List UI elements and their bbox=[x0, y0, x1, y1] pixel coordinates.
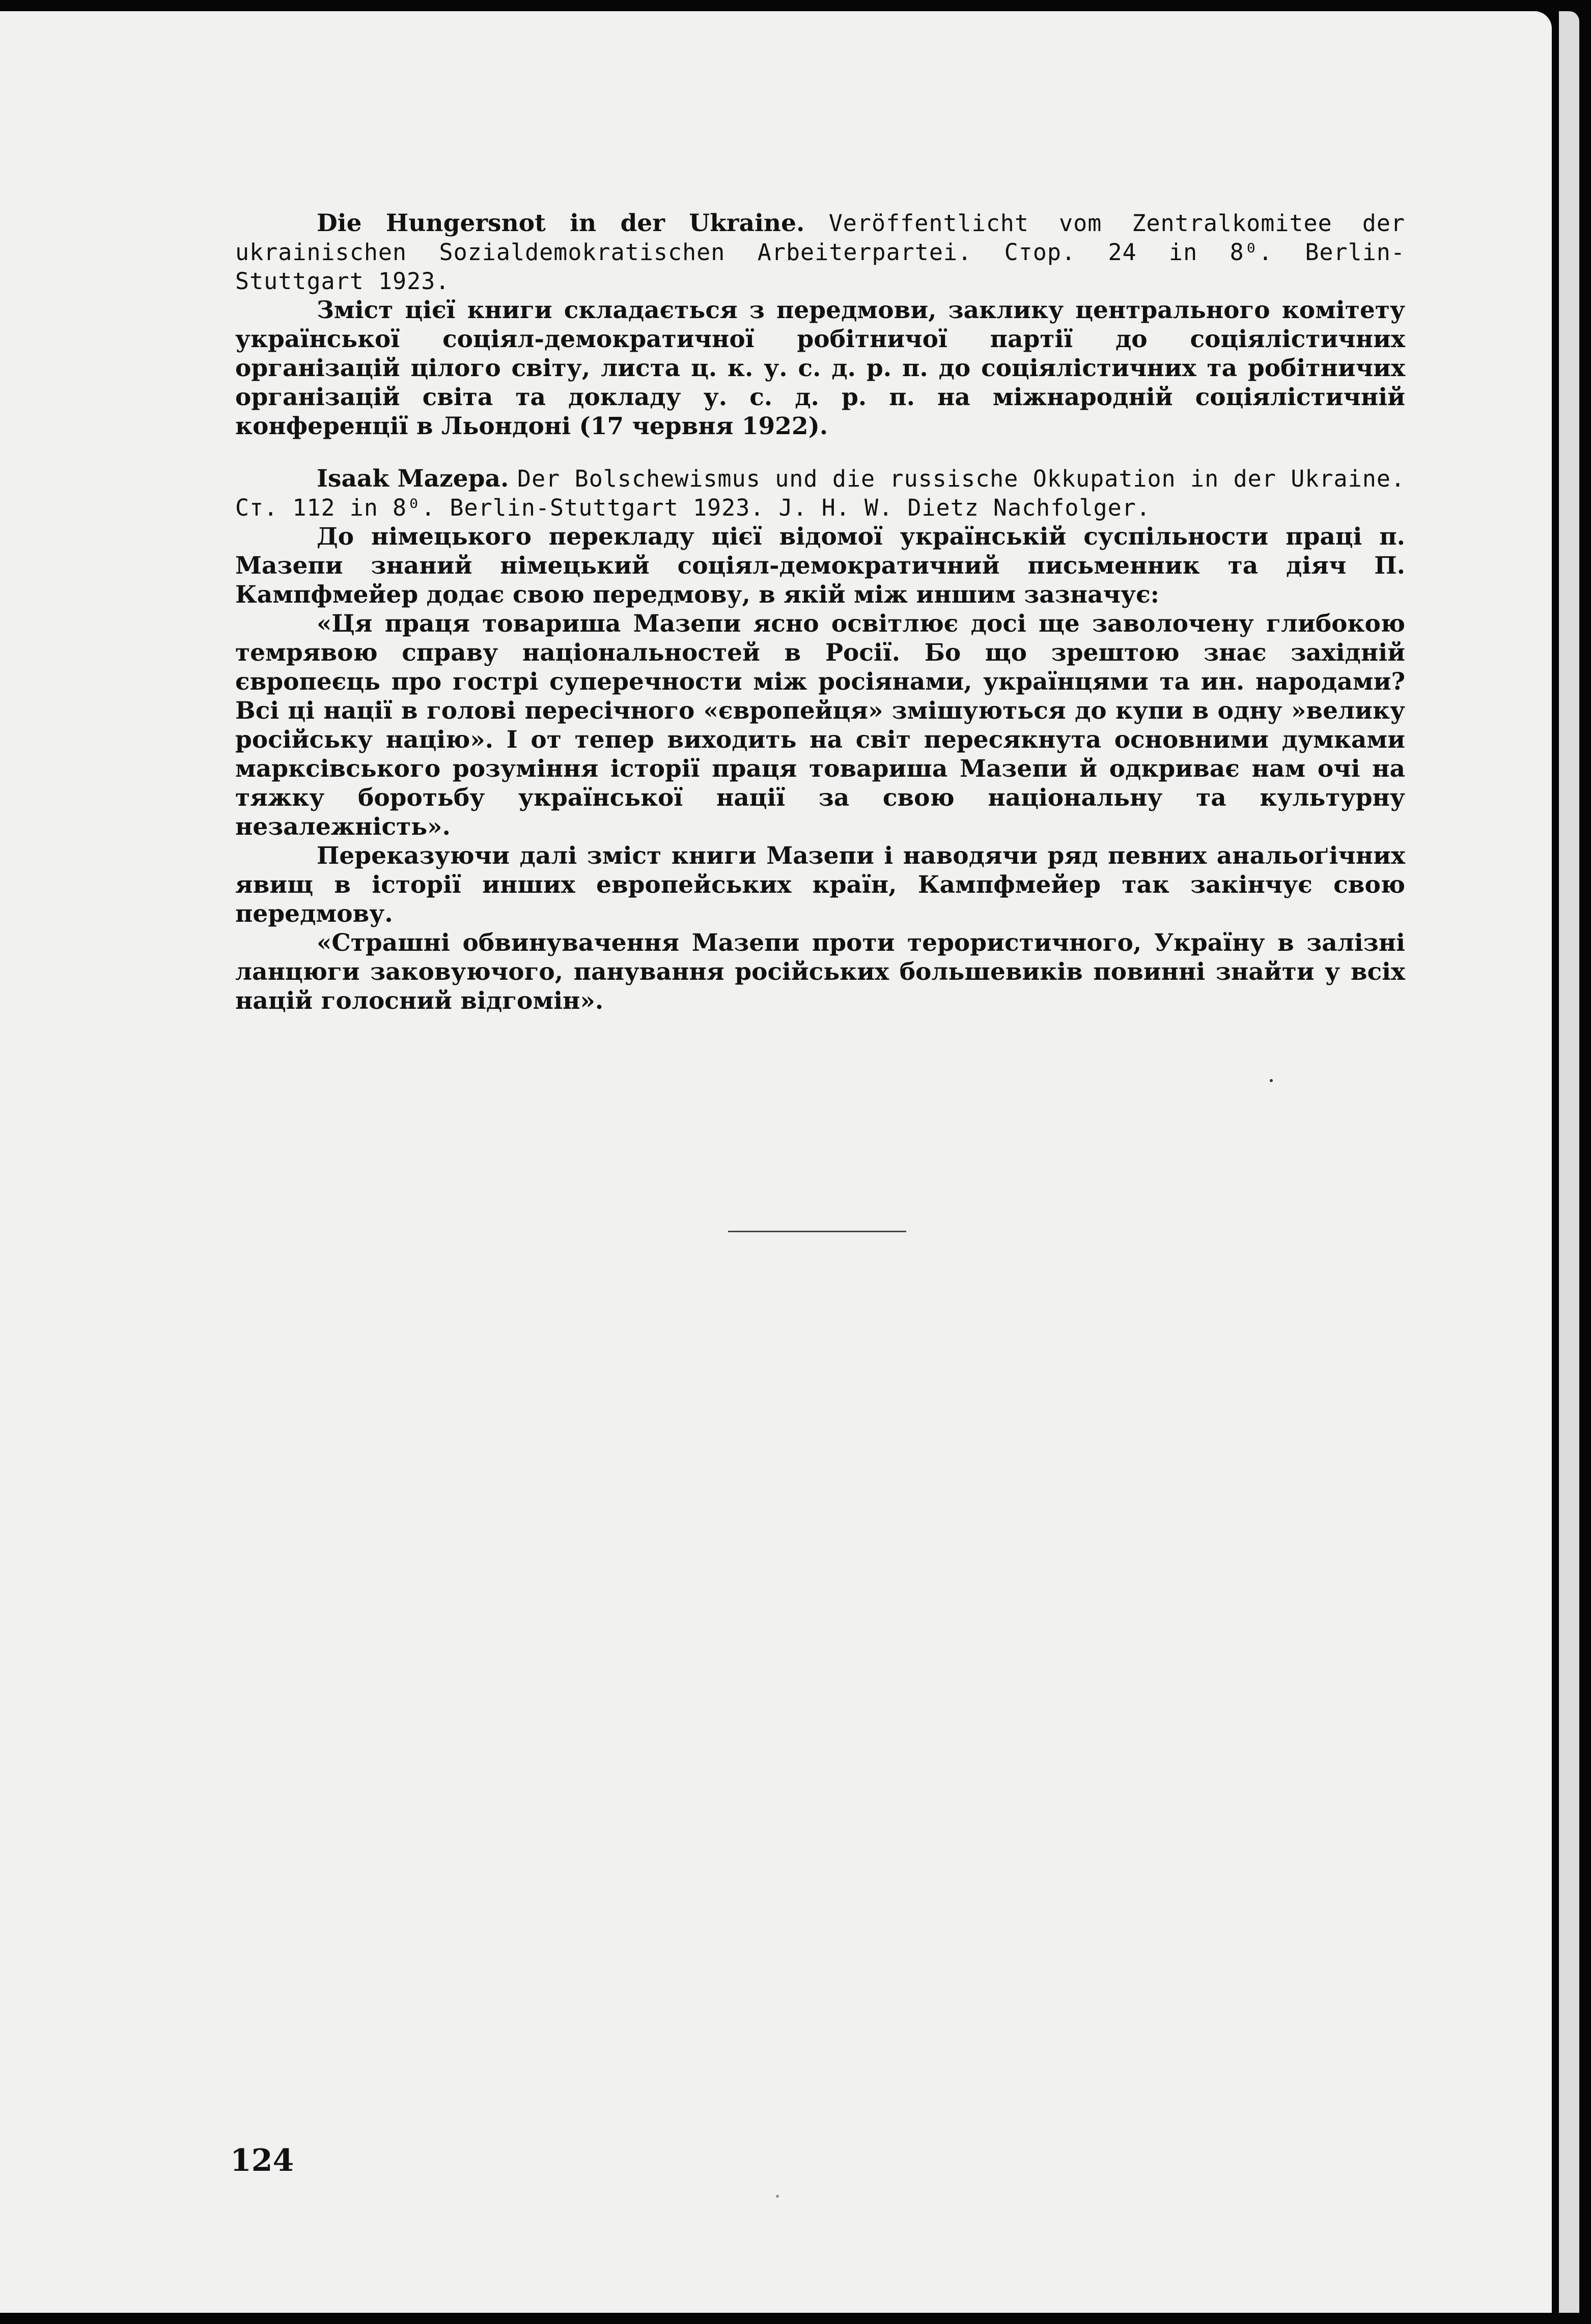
entry-paragraph: Переказуючи далі зміст книги Мазепи і наводячи ряд певних анальоґічних явищ в історії инших европейських країн, Кампфмейер так закінчує свою передмову. bbox=[235, 842, 1405, 928]
page-number: 124 bbox=[230, 2143, 294, 2178]
entry-citation: Der Bolschewismus und die russische Okkupation in der Ukraine. Ст. 112 in 8⁰. Berlin-Stuttgart 1923. J. H. W. Dietz Nachfolger. bbox=[235, 465, 1405, 521]
paper-sheet bbox=[0, 11, 1552, 2313]
entry-paragraph: «Ця праця товариша Мазепи ясно освітлює досі ще заволочену глибокою темрявою справу національностей в Росії. Бо що зрештою знає західній європеєць про гострі суперечности між росіянами, українцями та ин. народами? Всі ці нації в голові пересічного «європейця» змішуються до купи в одну »велику російську націю». І от тепер виходить на світ пересякнута основними думками марксівського розуміння історії праця товариша Мазепи й одкриває нам очі на тяжку боротьбу української нації за свою національну та культурну незалежність». bbox=[235, 610, 1405, 841]
entry-paragraph: До німецького перекладу цієї відомої українській суспільности праці п. Мазепи знаний німецький соціял-демократичний письменник та діяч П. Кампфмейер додає свою передмову, в якій між иншим зазначує: bbox=[235, 523, 1405, 609]
bibliography-entry bbox=[235, 209, 1405, 441]
adjacent-page-edge bbox=[1559, 11, 1579, 2313]
text-body bbox=[235, 209, 1405, 1039]
entry-title: Isaak Mazepa. bbox=[317, 465, 509, 493]
entry-paragraph: «Страшні обвинувачення Мазепи проти терористичного, Україну в залізні ланцюги заковуючого, панування російських большевиків повинні знайти у всіх націй голосний відгомін». bbox=[235, 929, 1405, 1015]
entry-citation: Veröffentlicht vom Zentralkomitee der ukrainischen Sozialdemokratischen Arbeiterpartei. Стор. 24 in 8⁰. Berlin-Stuttgart 1923. bbox=[235, 210, 1405, 295]
print-speck bbox=[1270, 1079, 1273, 1082]
entry-paragraph: Зміст цієї книги складається з передмови, заклику центрального комітету української соціял-демократичної робітничої партії до соціялістичних організацій цілого світу, листа ц. к. у. с. д. р. п. до соціялістичних та робітничих організацій світа та докладу у. с. д. р. п. на міжнародній соціялістичній конференції в Льондоні (17 червня 1922). bbox=[235, 296, 1405, 440]
entry-heading bbox=[235, 209, 1405, 296]
print-speck bbox=[776, 2195, 779, 2198]
entry-title: Die Hungersnot in der Ukraine. bbox=[317, 209, 805, 237]
section-divider bbox=[728, 1231, 906, 1232]
bibliography-entry bbox=[235, 464, 1405, 1015]
entry-heading bbox=[235, 464, 1405, 522]
